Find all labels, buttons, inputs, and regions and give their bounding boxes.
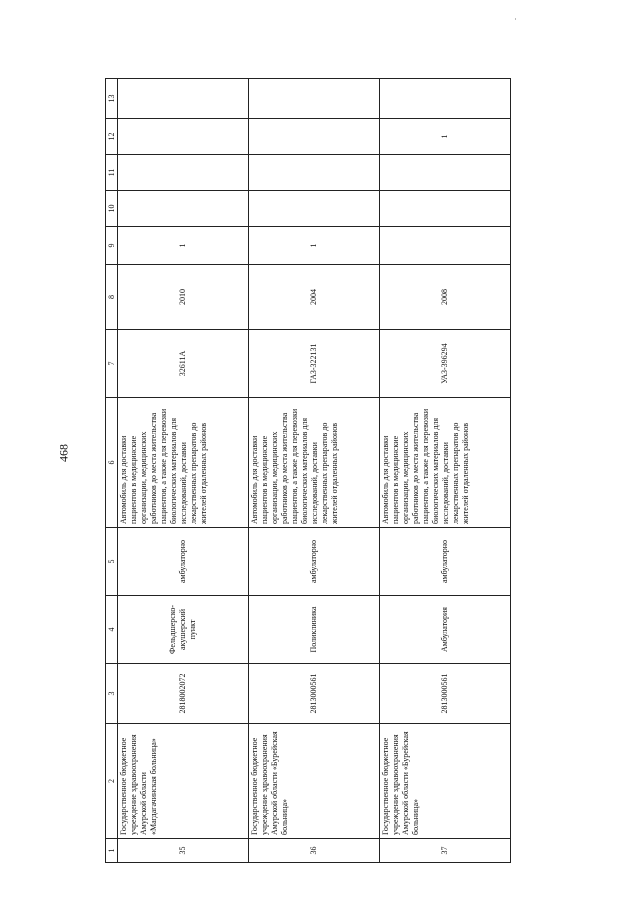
model-cell: ГАЗ-322131 xyxy=(249,330,380,398)
col9-cell xyxy=(380,227,511,265)
table-frame xyxy=(105,79,508,863)
inn-cell: 2813000561 xyxy=(249,664,380,724)
header-cell: 7 xyxy=(106,330,118,398)
col13-cell xyxy=(249,79,380,119)
col10-cell xyxy=(118,191,249,227)
organization-cell: Государственное бюджетное учреждение здравоохранения Амурской области «Бурейская больница» xyxy=(249,724,380,839)
col12-cell: 1 xyxy=(380,119,511,155)
purpose-cell: Автомобиль для доставки пациентов в медицинские организации, медицинских работников до места жительства пациентов, а также для перевозки биологических материалов для исследований, доставки лекарственных препаратов до жителей отдаленных районов xyxy=(380,398,511,528)
header-row xyxy=(106,79,118,863)
col13-cell xyxy=(380,79,511,119)
page-number-text: 468 xyxy=(56,444,71,462)
col9-cell: 1 xyxy=(118,227,249,265)
rotated-table-container xyxy=(105,79,508,863)
header-cell: 3 xyxy=(106,664,118,724)
col12-cell xyxy=(118,119,249,155)
inn-cell: 2818002072 xyxy=(118,664,249,724)
year-cell: 2008 xyxy=(380,265,511,330)
header-cell: 9 xyxy=(106,227,118,265)
purpose-cell: Автомобиль для доставки пациентов в медицинские организации, медицинских работников до места жительства пациентов, а также для перевозки биологических материалов для исследований, доставки лекарственных препаратов до жителей отдаленных районов xyxy=(118,398,249,528)
col12-cell xyxy=(249,119,380,155)
col11-cell xyxy=(118,155,249,191)
header-cell: 2 xyxy=(106,724,118,839)
year-cell: 2010 xyxy=(118,265,249,330)
header-cell: 10 xyxy=(106,191,118,227)
table-row xyxy=(380,79,511,863)
care-type-cell: амбулаторно xyxy=(249,528,380,596)
header-cell: 1 xyxy=(106,839,118,863)
header-cell: 4 xyxy=(106,596,118,664)
scan-speck xyxy=(515,18,516,20)
row-number: 35 xyxy=(118,839,249,863)
table-row xyxy=(118,79,249,863)
inn-cell: 2813000561 xyxy=(380,664,511,724)
header-cell: 5 xyxy=(106,528,118,596)
col13-cell xyxy=(118,79,249,119)
unit-cell: Поликлиника xyxy=(249,596,380,664)
header-cell: 6 xyxy=(106,398,118,528)
year-cell: 2004 xyxy=(249,265,380,330)
table-row xyxy=(249,79,380,863)
header-cell: 8 xyxy=(106,265,118,330)
col10-cell xyxy=(249,191,380,227)
header-cell: 13 xyxy=(106,79,118,119)
row-number: 36 xyxy=(249,839,380,863)
col9-cell: 1 xyxy=(249,227,380,265)
row-number: 37 xyxy=(380,839,511,863)
organization-cell: Государственное бюджетное учреждение здравоохранения Амурской области «Бурейская больница» xyxy=(380,724,511,839)
vehicle-table xyxy=(105,78,511,863)
header-cell: 11 xyxy=(106,155,118,191)
col11-cell xyxy=(380,155,511,191)
model-cell: 32611А xyxy=(118,330,249,398)
model-cell: УАЗ-396294 xyxy=(380,330,511,398)
unit-cell: Фельдшерско-акушерский пункт xyxy=(118,596,249,664)
header-cell: 12 xyxy=(106,119,118,155)
col10-cell xyxy=(380,191,511,227)
care-type-cell: амбулаторно xyxy=(380,528,511,596)
purpose-cell: Автомобиль для доставки пациентов в медицинские организации, медицинских работников до места жительства пациентов, а также для перевозки биологических материалов для исследований, доставки лекарственных препаратов до жителей отдаленных районов xyxy=(249,398,380,528)
col11-cell xyxy=(249,155,380,191)
organization-cell: Государственное бюджетное учреждение здравоохранения Амурской области «Магдагачинская больница» xyxy=(118,724,249,839)
unit-cell: Амбулатория xyxy=(380,596,511,664)
care-type-cell: амбулаторно xyxy=(118,528,249,596)
